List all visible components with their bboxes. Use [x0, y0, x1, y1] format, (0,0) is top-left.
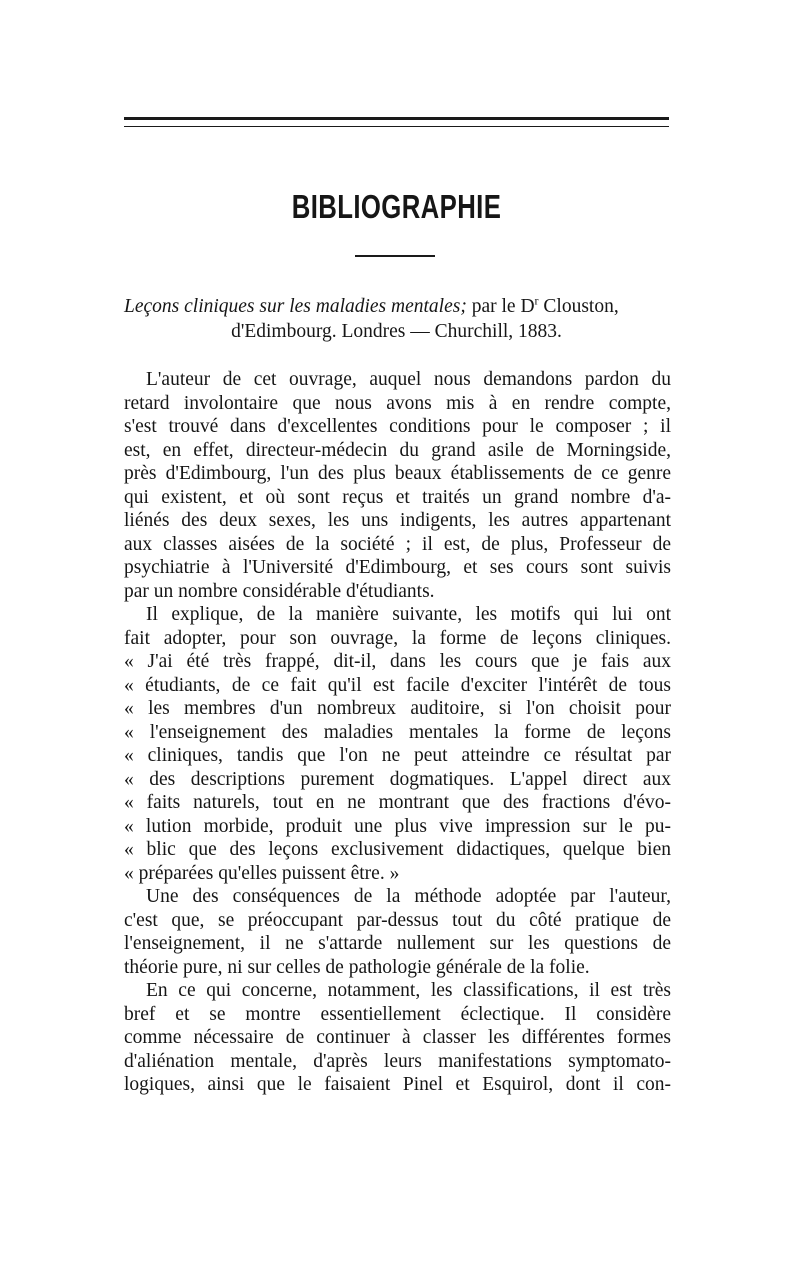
quote-line: « des descriptions purement dogmatiques. L'appel direct aux	[124, 768, 671, 790]
quote-line: « cliniques, tandis que l'on ne peut atteindre ce résultat par	[124, 745, 671, 766]
quote-line: « J'ai été très frappé, dit-il, dans les cours que je fais aux	[124, 651, 671, 672]
text-line: qui existent, et où sont reçus et traités un grand nombre d'a-	[124, 486, 671, 508]
text-line: Une des conséquences de la méthode adoptée par l'auteur,	[146, 886, 671, 907]
text-line: retard involontaire que nous avons mis à en rendre compte,	[124, 392, 671, 414]
text-line: par un nombre considérable d'étudiants.	[124, 580, 435, 602]
citation-author-sup: r	[534, 293, 539, 308]
text-line: bref et se montre essentiellement éclectique. Il considère	[124, 1003, 671, 1025]
quote-line: « lution morbide, produit une plus vive impression sur le pu-	[124, 815, 671, 837]
body-text	[124, 368, 671, 1097]
quote-line: « faits naturels, tout en ne montrant que des fractions d'évo-	[124, 792, 671, 813]
quote-line: « préparées qu'elles puissent être. »	[124, 862, 400, 884]
quote-line: « étudiants, de ce fait qu'il est facile d'exciter l'intérêt de tous	[124, 674, 671, 696]
paragraph-3	[124, 885, 671, 979]
quote-line: « les membres d'un nombreux auditoire, si l'on choisit pour	[124, 698, 671, 719]
text-line: En ce qui concerne, notamment, les classifications, il est très	[146, 980, 671, 1001]
text-line: aux classes aisées de la société ; il est, de plus, Professeur de	[124, 533, 671, 555]
top-rule-thick	[124, 117, 669, 120]
text-line: psychiatrie à l'Université d'Edimbourg, et ses cours sont suivis	[124, 557, 671, 578]
paragraph-4	[124, 979, 671, 1097]
quote-line: « blic que des leçons exclusivement didactiques, quelque bien	[124, 839, 671, 860]
paragraph-2	[124, 603, 671, 885]
citation-author-prefix: par le D	[466, 296, 535, 317]
text-line: Il explique, de la manière suivante, les motifs qui lui ont	[146, 604, 671, 625]
text-line: logiques, ainsi que le faisaient Pinel et Esquirol, dont il con-	[124, 1074, 671, 1095]
text-line: fait adopter, pour son ouvrage, la forme de leçons cliniques.	[124, 627, 671, 649]
text-line: est, en effet, directeur-médecin du grand asile de Morningside,	[124, 439, 671, 461]
citation	[124, 294, 669, 344]
text-line: théorie pure, ni sur celles de pathologie générale de la folie.	[124, 956, 590, 978]
top-rule-thin	[124, 126, 669, 127]
citation-title: Leçons cliniques sur les maladies mentales;	[124, 296, 467, 317]
citation-author-name: Clouston,	[538, 296, 619, 317]
citation-publisher: d'Edimbourg. Londres — Churchill, 1883.	[231, 321, 562, 342]
text-line: d'aliénation mentale, d'après leurs manifestations symptomato-	[124, 1050, 671, 1072]
paragraph-1	[124, 368, 671, 603]
text-line: liénés des deux sexes, les uns indigents, les autres appartenant	[124, 510, 671, 531]
heading-divider	[355, 255, 435, 257]
text-line: comme nécessaire de continuer à classer les différentes formes	[124, 1027, 671, 1048]
text-line: L'auteur de cet ouvrage, auquel nous demandons pardon du	[146, 369, 671, 390]
text-line: près d'Edimbourg, l'un des plus beaux établissements de ce genre	[124, 463, 671, 484]
text-line: l'enseignement, il ne s'attarde nullement sur les questions de	[124, 933, 671, 954]
text-line: c'est que, se préoccupant par-dessus tout du côté pratique de	[124, 909, 671, 931]
text-line: s'est trouvé dans d'excellentes conditions pour le composer ; il	[124, 416, 671, 437]
page-heading: BIBLIOGRAPHIE	[291, 188, 502, 225]
quote-line: « l'enseignement des maladies mentales la forme de leçons	[124, 721, 671, 743]
